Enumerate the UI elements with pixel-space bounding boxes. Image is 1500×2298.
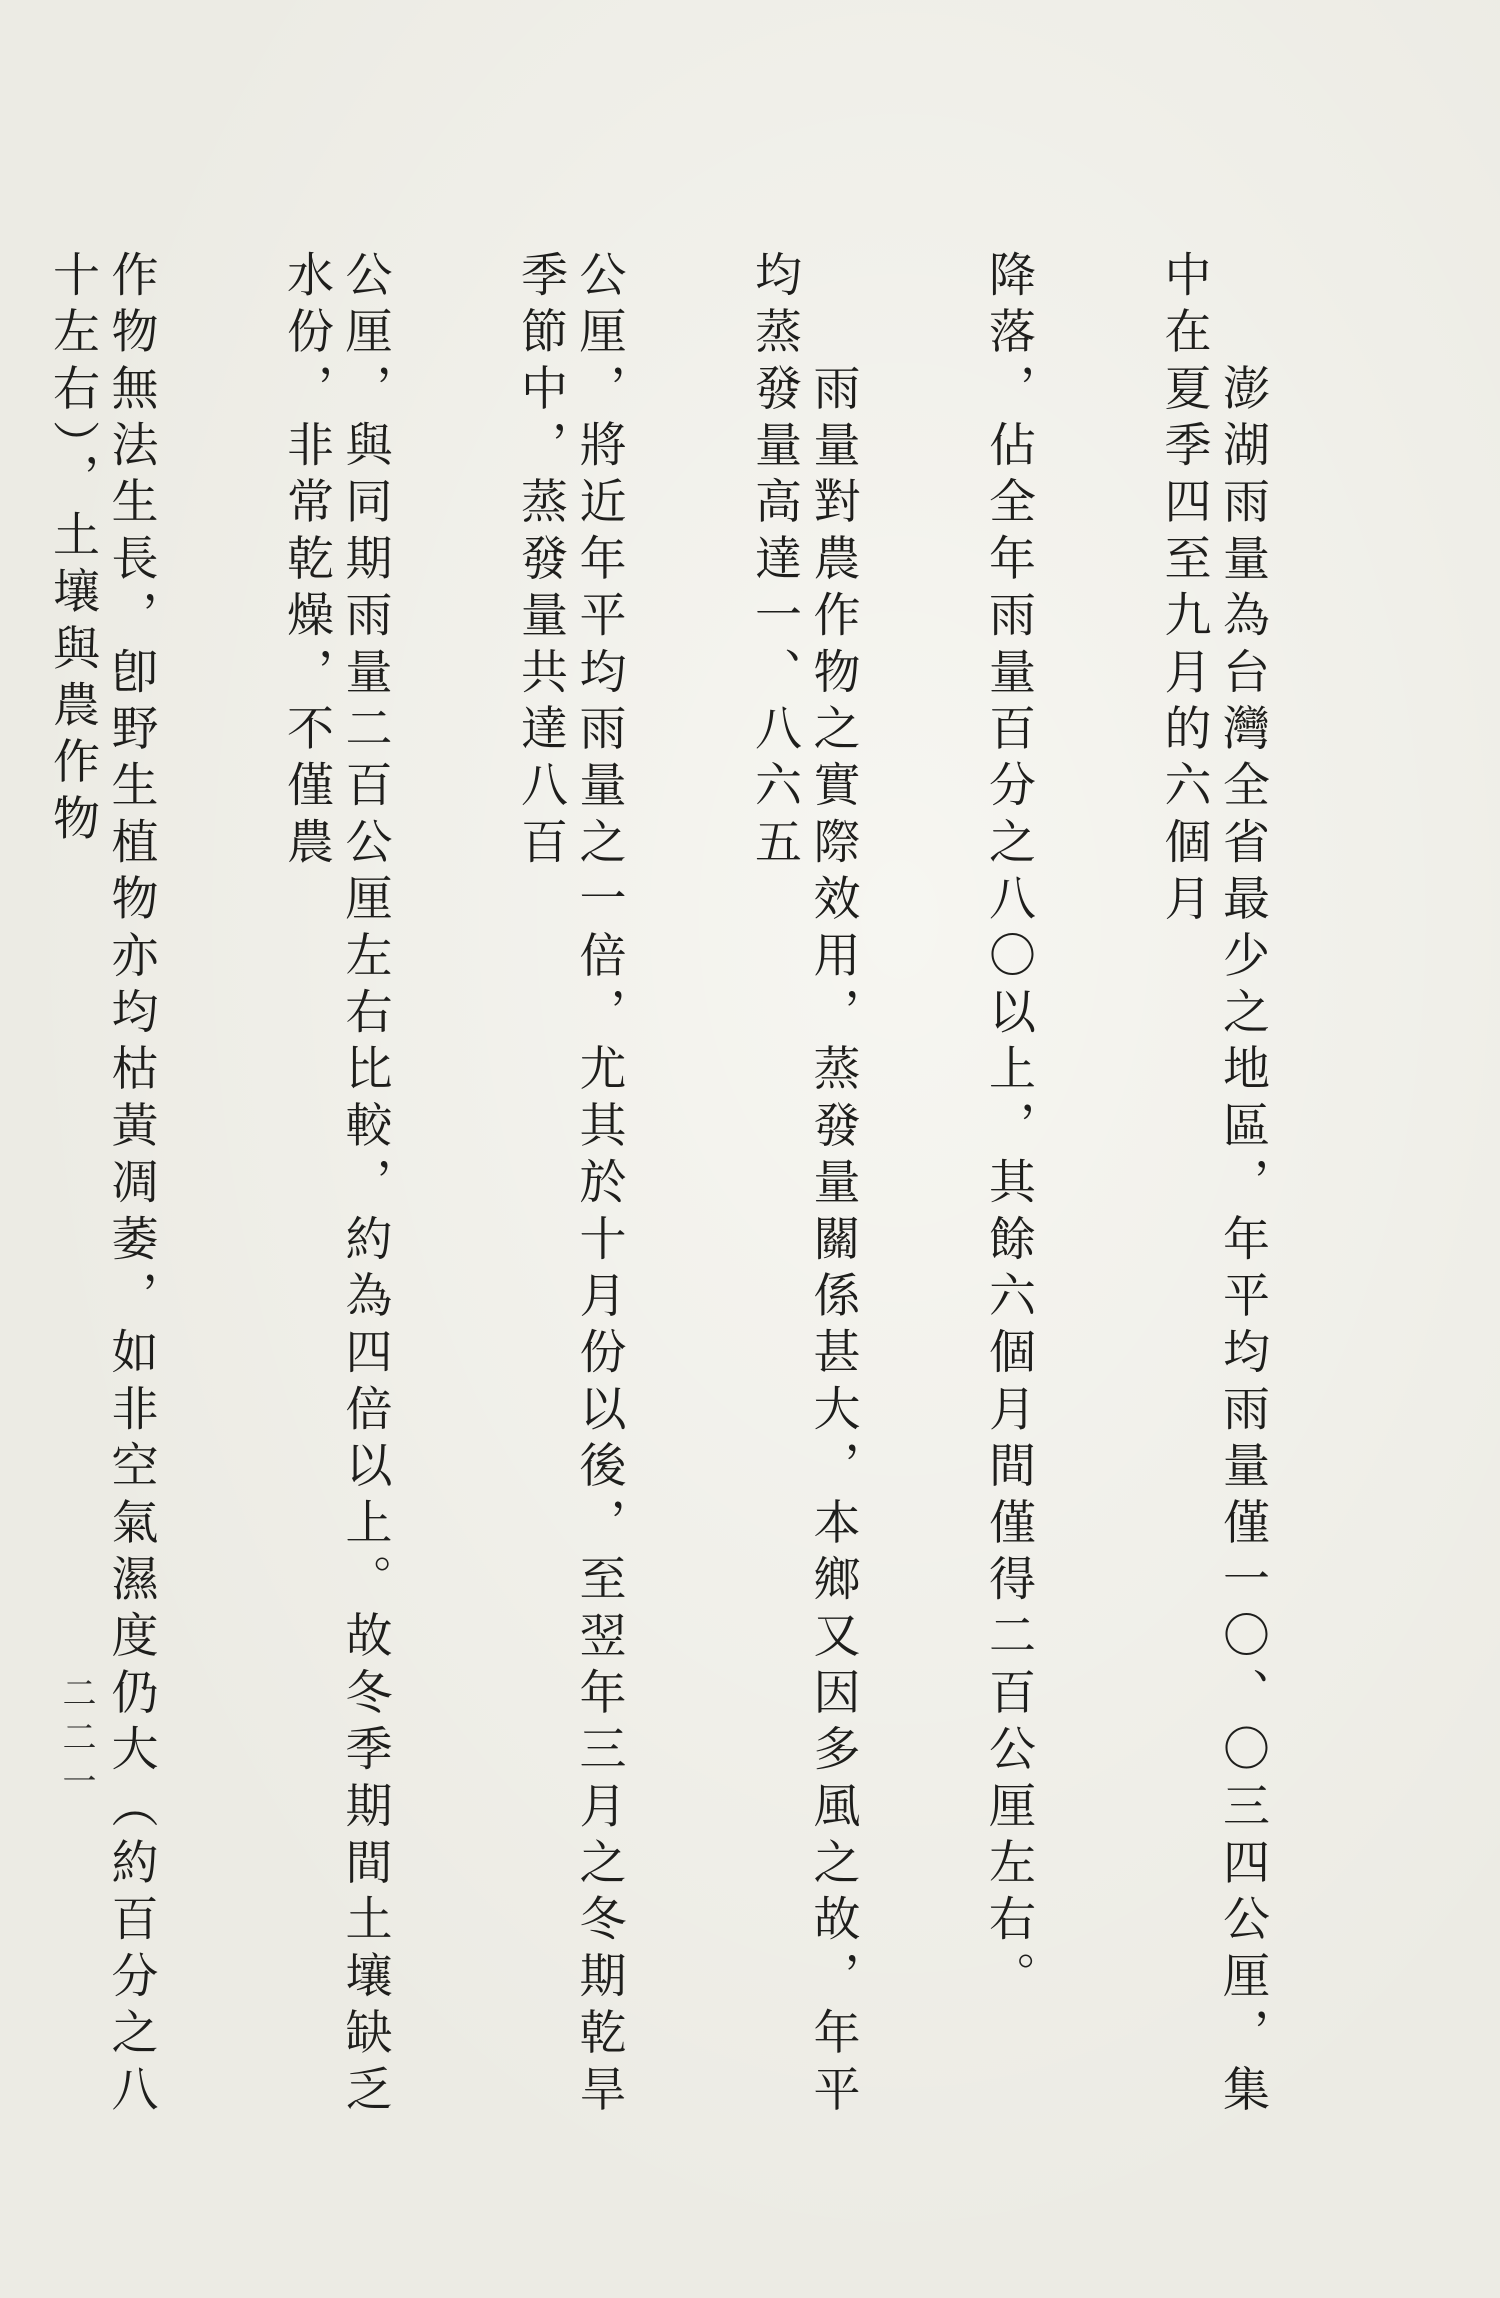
text-line: 澎湖雨量為台灣全省最少之地區，年平均雨量僅一〇、〇三四公厘，集中在夏季四至九月的六個月 xyxy=(1156,250,1270,2122)
text-line: 降落，佔全年雨量百分之八〇以上，其餘六個月間僅得二百公厘左右。 xyxy=(981,250,1036,2008)
text-line: 雨量對農作物之實際效用，蒸發量關係甚大，本鄉又因多風之故，年平均蒸發量高達一、八六五 xyxy=(747,250,861,2122)
page-number: 二二一 xyxy=(56,1675,96,1807)
text-line: 公厘，將近年平均雨量之一倍，尤其於十月份以後，至翌年三月之冬期乾旱季節中，蒸發量共達八百 xyxy=(513,250,627,2122)
body-text xyxy=(0,250,1388,2160)
text-line: 作物無法生長，卽野生植物亦均枯黃凋萎，如非空氣濕度仍大（約百分之八十左右），土壤與農作物 xyxy=(45,250,159,2122)
text-line: 公厘，與同期雨量二百公厘左右比較，約為四倍以上。故冬季期間土壤缺乏水份，非常乾燥，不僅農 xyxy=(279,250,393,2122)
